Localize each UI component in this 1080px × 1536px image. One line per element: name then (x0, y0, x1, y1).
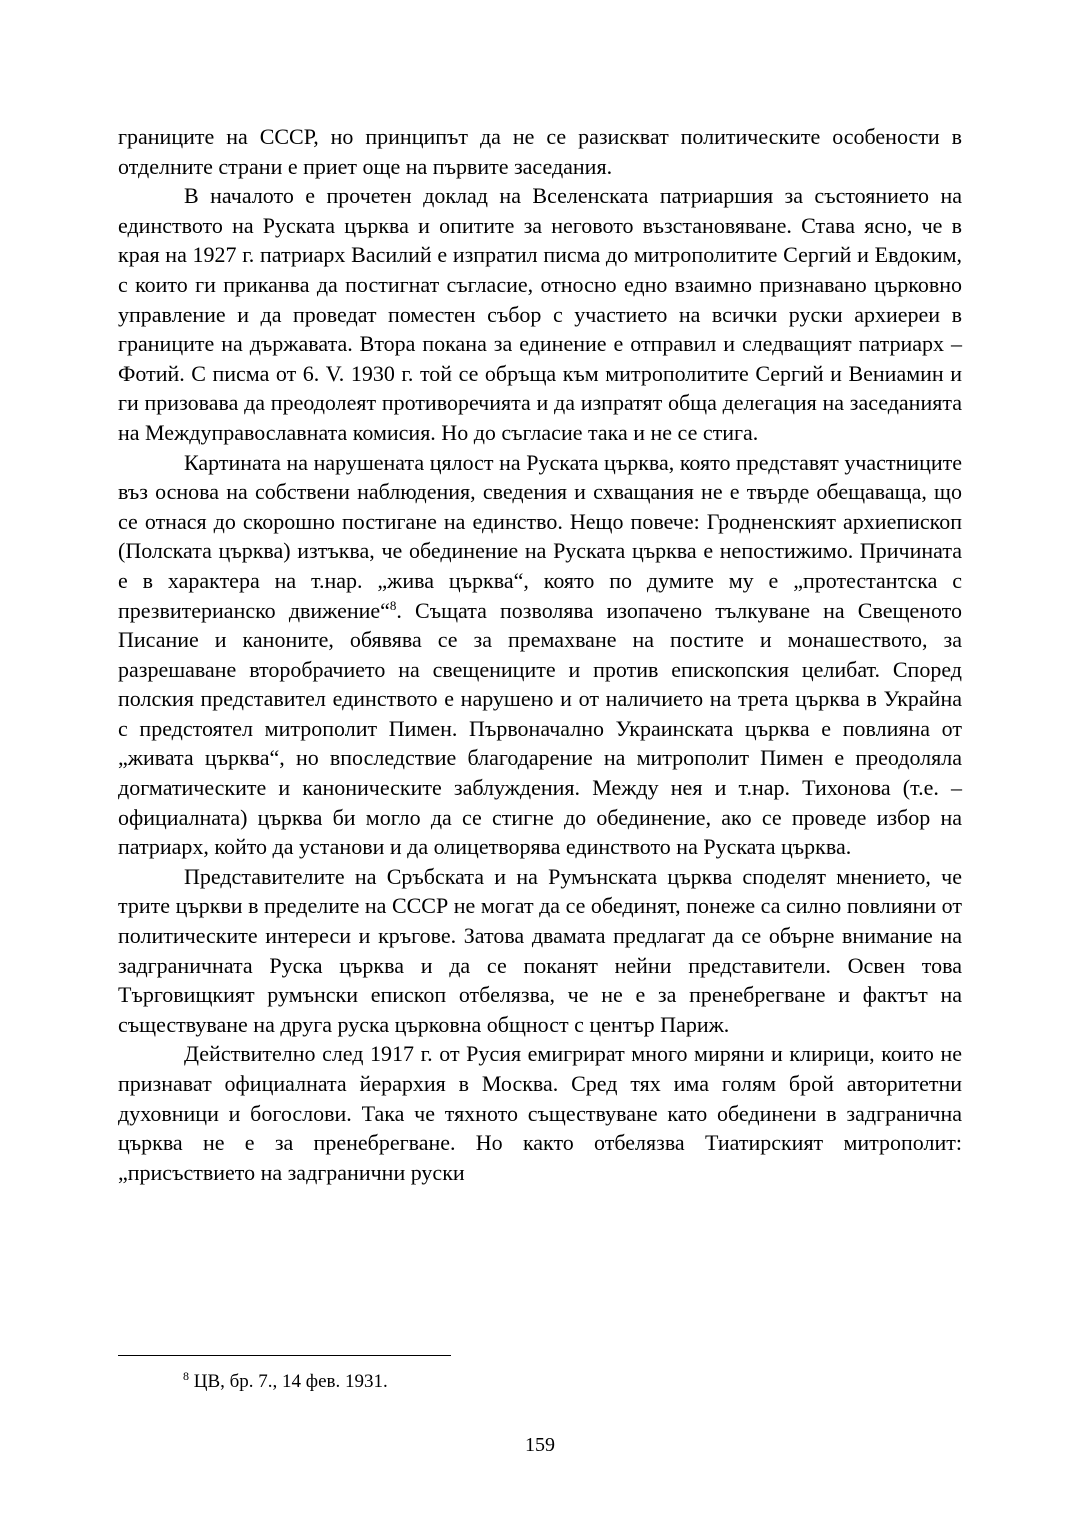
paragraph-3 (118, 448, 962, 862)
footnote-separator (118, 1355, 451, 1356)
footnote-reference[interactable]: 8 (389, 597, 397, 613)
page-number: 159 (525, 1434, 555, 1456)
paragraph-3-part-2: . Същата позволява изопачено тълкуване на Свещеното Писание и каноните, обявява се за премахване на постите и монашеството, за разрешаване второбрачието на свещениците и против епископския целибат. Според полския представител единството е нарушено и от наличието на трета църква в Украйна с предстоятел митрополит Пимен. Първоначално Украинската църква е повлияна от „живата църква“, но впоследствие благодарение на митрополит Пимен е преодоляла догматическите и каноническите заблуждения. Между нея и т.нар. Тихонова (т.е. – официалната) църква би могло да се стигне до обединение, ако се проведе избор на патриарх, който да установи и да олицетворява единството на Руската църква. (118, 597, 962, 860)
footnote (183, 1370, 388, 1394)
paragraph-1: границите на СССР, но принципът да не се разискват политическите особености в отделните страни е приет още на първите заседания. (118, 124, 962, 179)
paragraph-5: Действително след 1917 г. от Русия емигрират много миряни и клирици, които не признават официалната йерархия в Москва. Сред тях има голям брой авторитетни духовници и богослови. Така че тяхното съществуване като обединени в задгранична църква не е за пренебрегване. Но както отбелязва Тиатирският митрополит: „присъствието на задгранични руски (118, 1041, 962, 1185)
paragraph-2: В началото е прочетен доклад на Вселенската патриаршия за състоянието на единството на Руската църква и опитите за неговото възстановяване. Става ясно, че в края на 1927 г. патриарх Василий е изпратил писма до митрополитите Сергий и Евдоким, с които ги приканва да постигнат съгласие, относно едно взаимно признавано църковно управление и да проведат поместен събор с участието на всички руски архиереи в границите на държавата. Втора покана за единение е отправил и следващият патриарх – Фотий. С писма от 6. V. 1930 г. той се обръща към митрополитите Сергий и Вениамин и ги призовава да преодолеят противоречията и да изпратят обща делегация на заседанията на Междуправославната комисия. Но до съгласие така и не се стига. (118, 183, 962, 445)
footnote-number: 8 (183, 1369, 189, 1383)
paragraph-4: Представителите на Сръбската и на Румънската църква споделят мнението, че трите църкви в пределите на СССР не могат да се обединят, понеже са силно повлияни от политическите интереси и кръгове. Затова двамата предлагат да се обърне внимание на задграничната Руска църква и да се поканят нейни представители. Освен това Търговищкият румънски епископ отбелязва, че не е за пренебрегване и фактът на съществуване на друга руска църковна общност с център Париж. (118, 863, 962, 1037)
paragraph-3-part-1: Картината на нарушената цялост на Руската църква, която представят участниците въз основа на собствени наблюдения, сведения и схващания не е твърде обещаваща, що се отнася до скорошно постигане на единство. Нещо повече: Гродненският архиепископ (Полската църква) изтъква, че обединение на Руската църква е непостижимо. Причината е в характера на т.нар. „жива църква“, която по думите му е „протестантска с презвитерианско движение“ (118, 449, 962, 623)
footnote-text: ЦВ, бр. 7., 14 фев. 1931. (189, 1371, 388, 1392)
main-text (118, 122, 962, 1187)
